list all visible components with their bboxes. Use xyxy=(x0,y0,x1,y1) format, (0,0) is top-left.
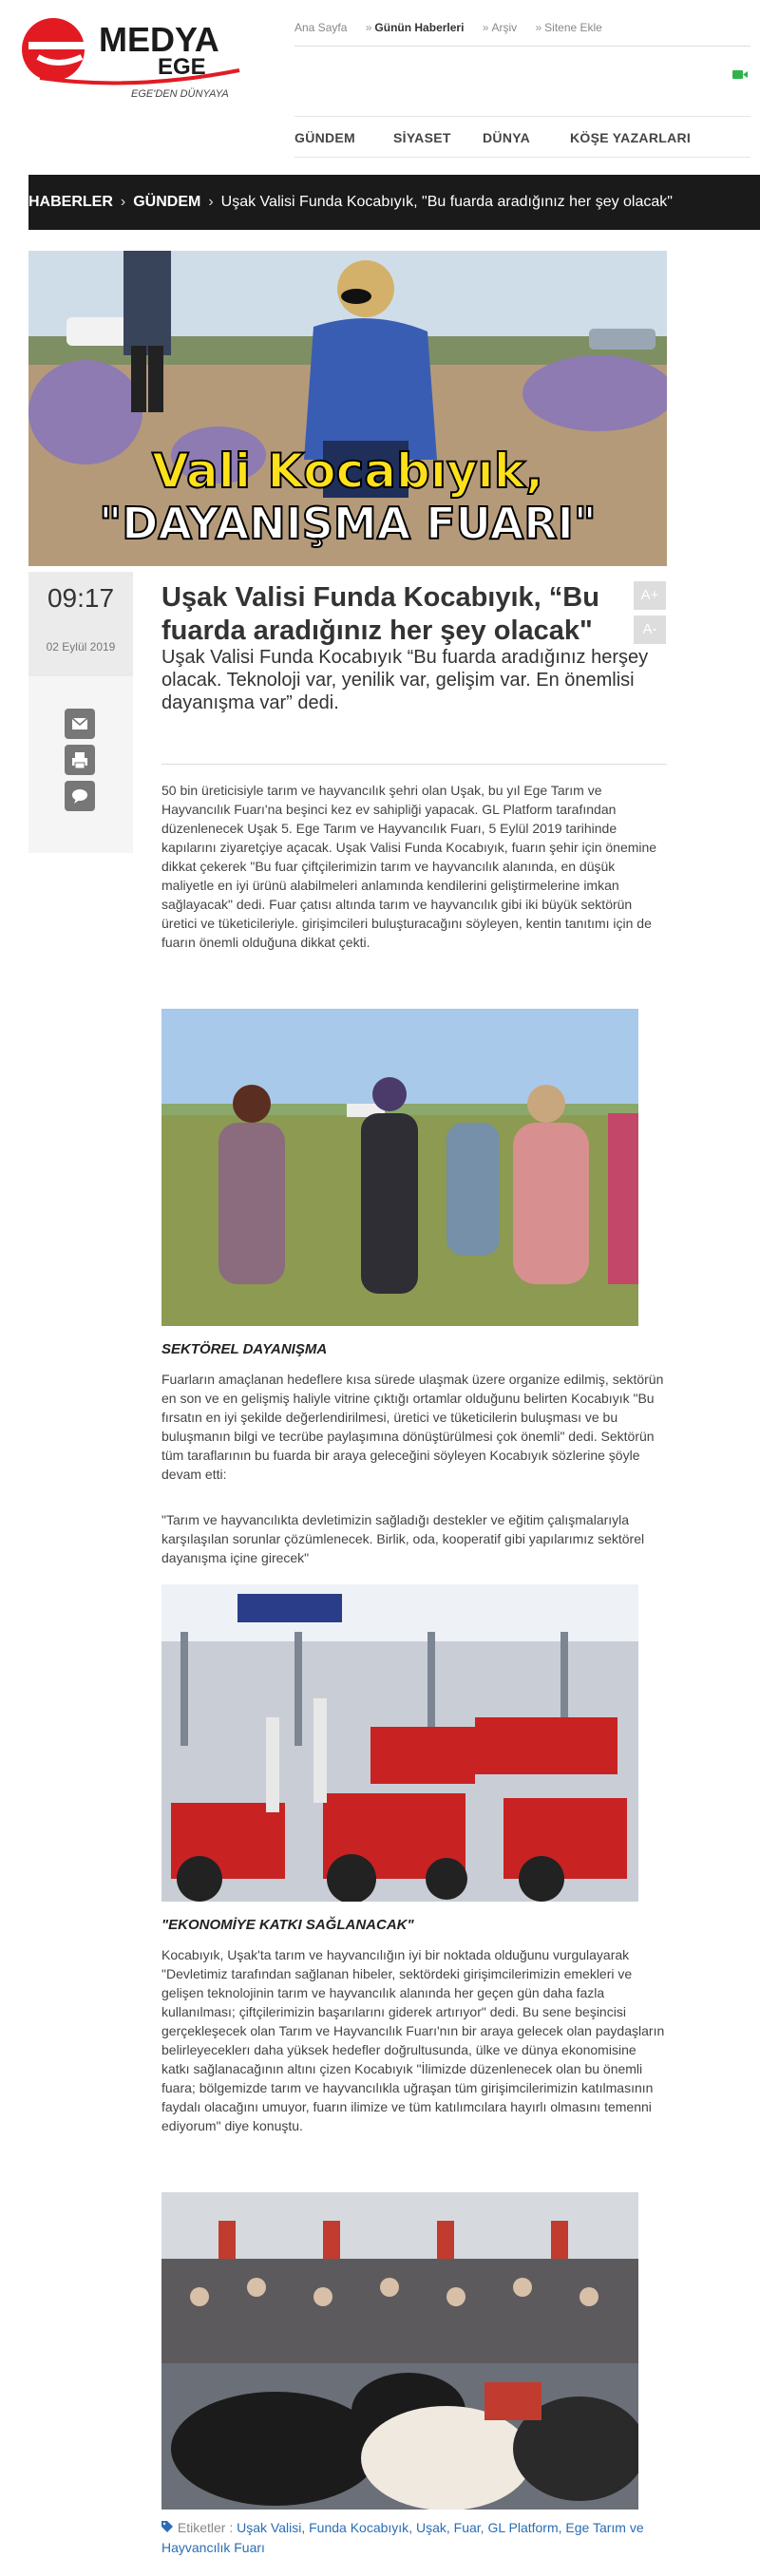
nav-siyaset[interactable]: SİYASET xyxy=(393,130,451,145)
topnav-home[interactable]: Ana Sayfa xyxy=(294,21,348,34)
email-icon[interactable] xyxy=(65,709,95,739)
article-paragraph: Fuarların amaçlanan hedeflere kısa sürede ulaşmak üzere organize edilmiş, sektörün en son ve en gelişmiş haliyle vitrine çıktığı ortamlar olduğunu belirten Kocabıyık "Bu fırsatın en iyi şekilde değerlendirilmesi, üretici ve tüketicilerin buluşması ve bu buluşmanın bilgi ve tecrübe paylaşımına dönüştürülmesi çok önemli" dedi. Sektörün tüm taraflarının bu fuarda bir araya geleceğini söyleyen Kocabıyık sözlerine şöyle devam etti: xyxy=(162,1372,664,1482)
print-icon[interactable] xyxy=(65,745,95,775)
nav-gundem[interactable]: GÜNDEM xyxy=(294,130,356,145)
article-paragraph: 50 bin üreticisiyle tarım ve hayvancılık şehri olan Uşak, bu yıl Ege Tarım ve Hayvancılık Fuarı'na beşinci kez ev sahipliği yapacak. GL Platform tarafından düzenlenecek Uşak 5. Ege Tarım ve Hayvancılık Fuarı, 5 Eylül 2019 tarihinde kapılarını ziyaretçiye açacak. Uşak Valisi Funda Kocabıyık, fuarın şehir için önemine dikkat çekerek "Bu fuar çiftçilerimizin tarım ve hayvancılık alanında, en düşük maliyetle en iyi ürünü alabilmeleri anlamında kendilerini geliştirmelerine imkan sağlayacak" dedi. Fuar çatısı altında tarım ve hayvancılık gibi iki büyük sektörün üretici ve tüketicileriyle. girişimcileri buluşturacağını söyleyen, kentin tanıtımı için de fuarın önemli olduğuna dikkat çekti. xyxy=(162,783,657,950)
tag-icon xyxy=(162,2520,174,2535)
tag-link[interactable]: Ege Tarım ve Hayvancılık Fuarı xyxy=(162,2520,644,2555)
chevron-right-icon: › xyxy=(208,194,214,210)
article-photo-governor-with-farmers xyxy=(162,1009,638,1326)
comment-icon[interactable] xyxy=(65,781,95,811)
tag-link[interactable]: Fuar xyxy=(453,2520,481,2535)
article-photo-livestock xyxy=(162,2192,638,2510)
publish-day: 02 Eylül 2019 xyxy=(46,640,116,653)
font-size-increase-button[interactable]: A+ xyxy=(634,581,666,610)
brand-slogan: EGE'DEN DÜNYAYA xyxy=(131,88,229,100)
nav-kose-yazarlari[interactable]: KÖŞE YAZARLARI xyxy=(570,130,692,145)
article-photo-tractors xyxy=(162,1584,638,1902)
article-quote: "Tarım ve hayvancılıkta devletimizin sağladığı destekler ve eğitim çalışmalarıyla karşılaşılan sorunlar çözümlenecek. Birlik, oda, kooperatif gibi yapılarımız sektörel dayanışma içine girecek" xyxy=(162,1512,645,1565)
site-logo[interactable] xyxy=(19,15,256,106)
breadcrumb-home[interactable]: HABERLER xyxy=(28,194,113,210)
tag-list: Etiketler : Uşak Valisi, Funda Kocabıyık, Uşak, Fuar, GL Platform, Ege Tarım ve Hayvancılık Fuarı xyxy=(162,2520,644,2555)
video-camera-icon[interactable] xyxy=(732,67,748,85)
chevron-right-icon: » xyxy=(535,21,542,34)
article-paragraph: Kocabıyık, Uşak'ta tarım ve hayvancılığın iyi bir noktada olduğunu vurgulayarak "Devletimiz tarafından sağlanan hibeler, sektördeki girişimcilerimizin emekleri ve gelişen teknolojinin tarım ve hayvancılık alanında her geçen gün daha fazla kullanılması; çiftçilerimizin başarılarını giderek artırıyor" dedi. Bu sene beşincisi gerçekleşecek olan Tarım ve Hayvancılık Fuarı'nın bir araya gelecek olan paydaşların belirleyeceklerı daha yüksek hedefler doğrultusunda, ülke ve dünya ekonomisine katkı sağlanacağının altını çizen Kocabıyık "İlimizde düzenlenecek olan bu önemli fuara; bölgemizde tarım ve hayvancılıkla uğraşan tüm girişimcilerimizin katılmasının faydalı olacağını umuyor, fuarın ilimize ve tüm katılımcılara hayırlı olmasını temenni ediyorum" diye konuştu. xyxy=(162,1947,665,2133)
hero-caption-1: Vali Kocabıyık, xyxy=(152,444,543,499)
font-size-decrease-button[interactable]: A- xyxy=(634,616,666,644)
publish-date xyxy=(28,572,133,676)
breadcrumb-current: Uşak Valisi Funda Kocabıyık, "Bu fuarda aradığınız her şey olacak" xyxy=(220,194,673,210)
share-bar xyxy=(28,676,133,853)
chevron-right-icon: › xyxy=(120,194,126,210)
breadcrumb-section[interactable]: GÜNDEM xyxy=(133,194,201,210)
chevron-right-icon: » xyxy=(365,21,372,34)
tags-label: Etiketler : xyxy=(177,2520,234,2535)
section-heading: SEKTÖREL DAYANIŞMA xyxy=(162,1341,328,1357)
tag-link[interactable]: Uşak Valisi xyxy=(237,2520,302,2535)
tag-link[interactable]: GL Platform xyxy=(487,2520,559,2535)
topnav-daily-news[interactable]: Günün Haberleri xyxy=(374,21,465,34)
tag-link[interactable]: Uşak xyxy=(415,2520,446,2535)
breadcrumb xyxy=(28,175,760,230)
brand-name: MEDYA xyxy=(99,20,219,59)
main-navigation xyxy=(294,116,750,158)
tag-link[interactable]: Funda Kocabıyık xyxy=(309,2520,409,2535)
chevron-right-icon: » xyxy=(482,21,489,34)
top-navigation xyxy=(294,21,618,34)
article-title: Uşak Valisi Funda Kocabıyık, “Bu fuarda aradığınız her şey olacak" xyxy=(162,582,599,646)
topnav-add-to-site[interactable]: Sitene Ekle xyxy=(544,21,602,34)
brand-sub: EGE xyxy=(158,54,206,80)
hero-image xyxy=(28,251,667,566)
divider xyxy=(162,764,667,765)
topnav-archive[interactable]: Arşiv xyxy=(491,21,518,34)
divider xyxy=(294,46,750,47)
publish-time: 09:17 xyxy=(47,583,115,613)
hero-caption-2: "DAYANIŞMA FUARI" xyxy=(99,498,597,549)
article-lead: Uşak Valisi Funda Kocabıyık “Bu fuarda aradığınız herşey olacak. Teknoloji var, yenilik var, gelişim var. En önemlisi dayanışma var” dedi. xyxy=(162,647,649,713)
nav-dunya[interactable]: DÜNYA xyxy=(483,130,530,145)
section-heading: "EKONOMİYE KATKI SAĞLANACAK" xyxy=(162,1917,414,1933)
